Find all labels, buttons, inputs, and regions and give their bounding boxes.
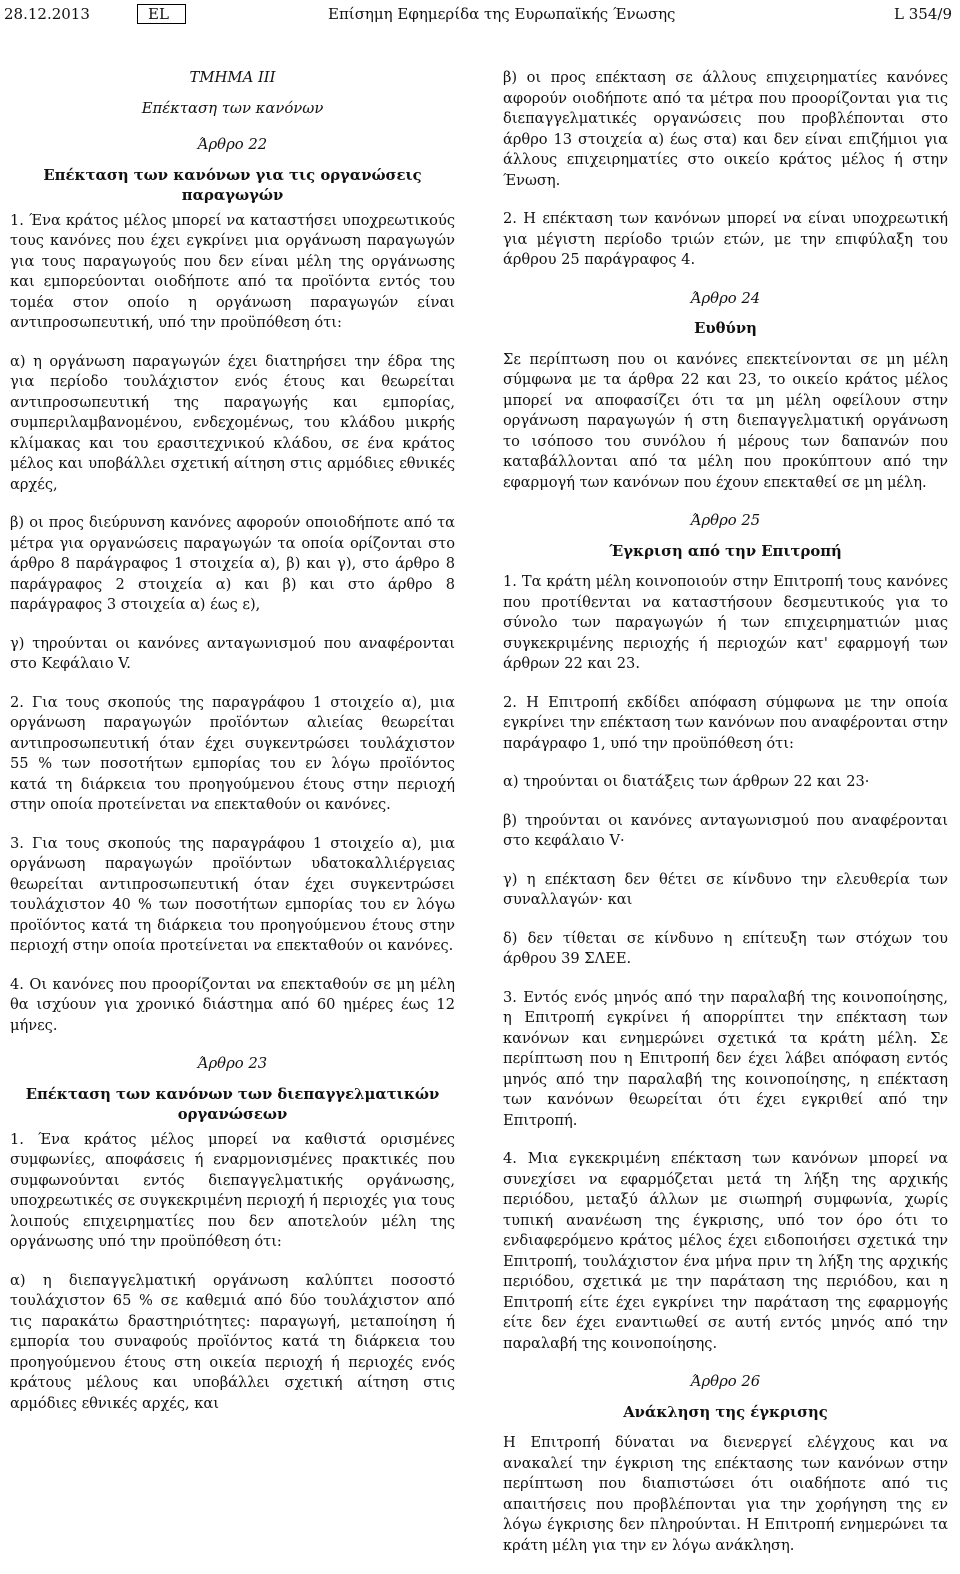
article-22-paragraph-4: 4. Οι κανόνες που προορίζονται να επεκταθούν σε μη μέλη θα ισχύουν για χρονικό διάστημα από 60 ημέρες έως 12 μήνες. bbox=[10, 975, 455, 1034]
article-26-text: Η Επιτροπή δύναται να διενεργεί ελέγχους και να ανακαλεί την έγκριση της επέκτασης των κανόνων στην περίπτωση που διαπιστώσει ότι οιαδήποτε από τις απαιτήσεις που προβλέπονται για την χορήγηση της εν λόγω έγκρισης δεν πληρούνται. Η Επιτροπή ενημερώνει τα κράτη μέλη για την εν λόγω ανάκληση. bbox=[503, 1434, 948, 1554]
article-22-point-c: γ) τηρούνται οι κανόνες ανταγωνισμού που αναφέρονται στο Κεφάλαιο V. bbox=[10, 634, 455, 672]
language-code: EL bbox=[137, 4, 186, 24]
article-23-number: Άρθρο 23 bbox=[197, 1055, 268, 1072]
article-25-point-a: α) τηρούνται οι διατάξεις των άρθρων 22 και 23· bbox=[503, 773, 870, 790]
article-25-paragraph-2: 2. Η Επιτροπή εκδίδει απόφαση σύμφωνα με την οποία εγκρίνει την επέκταση των κανόνων που αναφέρονται στην παράγραφο 1, υπό την προϋπόθεση ότι: bbox=[503, 693, 948, 752]
article-25-point-b: β) τηρούνται οι κανόνες ανταγωνισμού που αναφέρονται στο κεφάλαιο V· bbox=[503, 811, 948, 849]
right-column bbox=[503, 68, 948, 1574]
section-heading: ΤΜΗΜΑ ΙΙΙ bbox=[189, 69, 276, 86]
article-23-paragraph-1: 1. Ένα κράτος μέλος μπορεί να καθιστά ορισμένες συμφωνίες, αποφάσεις ή εναρμονισμένες πρακτικές που συμφωνούνται εντός διεπαγγελματικής οργάνωσης, υποχρεωτικές σε συγκεκριμένη περιοχή ή περιοχές για τους λοιπούς επιχειρηματίες που δεν αποτελούν μέλη της οργάνωσης υπό την προϋπόθεση ότι: bbox=[10, 1130, 455, 1250]
page-header bbox=[0, 0, 960, 30]
article-24-number: Άρθρο 24 bbox=[690, 289, 761, 307]
article-25-number: Άρθρο 25 bbox=[690, 512, 761, 529]
article-24-title: Ευθύνη bbox=[694, 320, 757, 337]
article-22-title: Επέκταση των κανόνων για τις οργανώσεις παραγωγών bbox=[43, 166, 422, 204]
article-26-title: Ανάκληση της έγκρισης bbox=[623, 1403, 828, 1421]
article-25-point-c: γ) η επέκταση δεν θέτει σε κίνδυνο την ελευθερία των συναλλαγών· και bbox=[503, 870, 948, 908]
article-23-paragraph-2: 2. Η επέκταση των κανόνων μπορεί να είναι υποχρεωτική για μέγιστη περίοδο τριών ετών, με την επιφύλαξη του άρθρου 25 παράγραφος 4. bbox=[503, 210, 948, 268]
article-23-title: Επέκταση των κανόνων των διεπαγγελματικών οργανώσεων bbox=[25, 1085, 440, 1123]
article-23-point-a: α) η διεπαγγελματική οργάνωση καλύπτει ποσοστό τουλάχιστον 65 % σε καθεμιά από δύο τουλάχιστον από τις παρακάτω δραστηριότητες: παραγωγή, μεταποίηση ή εμπορία του συναφούς προϊόντος κατά τη διάρκεια του προηγούμενου έτους στη οικεία περιοχή ή περιοχές ενός κράτους μέλους και υποβάλλει σχετική αίτηση στις αρμόδιες εθνικές αρχές, και bbox=[10, 1271, 455, 1412]
page-reference: L 354/9 bbox=[894, 5, 952, 23]
section-title: Επέκταση των κανόνων bbox=[141, 99, 324, 117]
article-22-paragraph-2: 2. Για τους σκοπούς της παραγράφου 1 στοιχείο α), μια οργάνωση παραγωγών προϊόντων αλιείας θεωρείται αντιπροσωπευτική όταν έχει συγκεντρώσει τουλάχιστον 55 % των ποσοτήτων εμπορίας του εν λόγω προϊόντος κατά τη διάρκεια του προηγούμενου έτους στην περιοχή στην οποία προτείνεται να επεκταθούν οι κανόνες. bbox=[10, 693, 455, 813]
article-25-paragraph-3: 3. Εντός ενός μηνός από την παραλαβή της κοινοποίησης, η Επιτροπή εγκρίνει ή απορρίπτει την επέκταση των κανόνων και ενημερώνει σχετικά τα κράτη μέλη. Σε περίπτωση που η Επιτροπή δεν έχει λάβει απόφαση εντός μηνός από την παραλαβή της κοινοποίησης, η επέκταση των κανόνων θεωρείται ότι έχει εγκριθεί από την Επιτροπή. bbox=[503, 988, 948, 1129]
article-22-paragraph-1: 1. Ένα κράτος μέλος μπορεί να καταστήσει υποχρεωτικούς τους κανόνες που έχει εγκρίνει μια οργάνωση παραγωγών για τους παραγωγούς που δεν είναι μέλη της οργάνωσης και εμπορεύονται οιοδήποτε από τα προϊόντα εντός του τομέα στον οποίο η οργάνωση παραγωγών είναι αντιπροσωπευτική, υπό την προϋπόθεση ότι: bbox=[10, 211, 455, 331]
article-25-title: Έγκριση από την Επιτροπή bbox=[609, 542, 842, 560]
article-22-point-a: α) η οργάνωση παραγωγών έχει διατηρήσει την έδρα της για περίοδο τουλάχιστον ενός έτους και θεωρείται αντιπροσωπευτική της παραγωγής και εμπορίας, συμπεριλαμβανομένου, ενδεχομένως, του κλάδου μικρής κλίμακας και του ερασιτεχνικού κλάδου, σε ένα κράτος μέλος και υποβάλλει σχετική αίτηση στις αρμόδιες εθνικές αρχές, bbox=[10, 352, 455, 493]
article-22-paragraph-3: 3. Για τους σκοπούς της παραγράφου 1 στοιχείο α), μια οργάνωση παραγωγών προϊόντων υδατοκαλλιέργειας θεωρείται αντιπροσωπευτική όταν έχει συγκεντρώσει τουλάχιστον 40 % των ποσοτήτων εμπορίας του εν λόγω προϊόντος κατά τη διάρκεια του προηγούμενου έτους στην περιοχή στην οποία προτείνεται να επεκταθούν οι κανόνες. bbox=[10, 834, 455, 954]
article-26-number: Άρθρο 26 bbox=[690, 1373, 761, 1390]
article-25-paragraph-4: 4. Μια εγκεκριμένη επέκταση των κανόνων μπορεί να συνεχίσει να εφαρμόζεται μετά τη λήξη της αρχικής περιόδου, μεταξύ άλλων με σιωπηρή συμφωνία, χωρίς τυπική ανανέωση της έγκρισης, υπό τον όρο ότι το ενδιαφερόμενο κράτος μέλος έχει ειδοποιήσει σχετικά την Επιτροπή, τουλάχιστον ένα μήνα πριν τη λήξη της αρχικής περιόδου, σχετικά με την παράταση της περιόδου, και η Επιτροπή είτε έχει εγκρίνει την παράταση της εφαρμογής είτε δεν έχει εναντιωθεί σε αυτή εντός μηνός από την παραλαβή της κοινοποίησης. bbox=[503, 1150, 948, 1352]
article-22-point-b: β) οι προς διεύρυνση κανόνες αφορούν οποιοδήποτε από τα μέτρα για οργανώσεις παραγωγών τα οποία ορίζονται στο άρθρο 8 παράγραφος 1 στοιχεία α), β) και γ), στο άρθρο 8 παράγραφος 2 στοιχεία α) και β) και στο άρθρο 8 παράγραφος 3 στοιχεία α) έως ε), bbox=[10, 514, 455, 613]
article-25-point-d: δ) δεν τίθεται σε κίνδυνο η επίτευξη των στόχων του άρθρου 39 ΣΛΕΕ. bbox=[503, 929, 948, 967]
article-23-point-b: β) οι προς επέκταση σε άλλους επιχειρηματίες κανόνες αφορούν οιοδήποτε από τα μέτρα που προορίζονται για τις διεπαγγελματικές οργανώσεις που προβλέπονται στο άρθρο 13 στοιχεία α) έως στα) και δεν είναι επιζήμιοι για άλλους επιχειρηματίες στο οικείο κράτος μέλος ή στην Ένωση. bbox=[503, 69, 948, 189]
left-column bbox=[10, 68, 455, 1432]
article-25-paragraph-1: 1. Τα κράτη μέλη κοινοποιούν στην Επιτροπή τους κανόνες που προτίθενται να καταστήσουν δεσμευτικούς για το σύνολο των παραγωγών ή των επιχειρηματιών μιας συγκεκριμένης περιοχής ή περιοχών κατ' εφαρμογή των άρθρων 22 και 23. bbox=[503, 573, 948, 672]
article-24-text: Σε περίπτωση που οι κανόνες επεκτείνονται σε μη μέλη σύμφωνα με τα άρθρα 22 και 23, το οικείο κράτος μέλος μπορεί να αποφασίζει ότι τα μη μέλη οφείλουν στην οργάνωση παραγωγών ή στη διεπαγγελματική οργάνωση το ισόποσο του συνόλου ή μέρους των δαπανών που καταβάλλονται από τα μέλη που προκύπτουν από την εφαρμογή των κανόνων που έχουν επεκταθεί σε μη μέλη. bbox=[503, 350, 948, 491]
article-22-number: Άρθρο 22 bbox=[197, 136, 268, 153]
journal-title: Επίσημη Εφημερίδα της Ευρωπαϊκής Ένωσης bbox=[328, 5, 676, 23]
publication-date: 28.12.2013 bbox=[4, 5, 90, 23]
